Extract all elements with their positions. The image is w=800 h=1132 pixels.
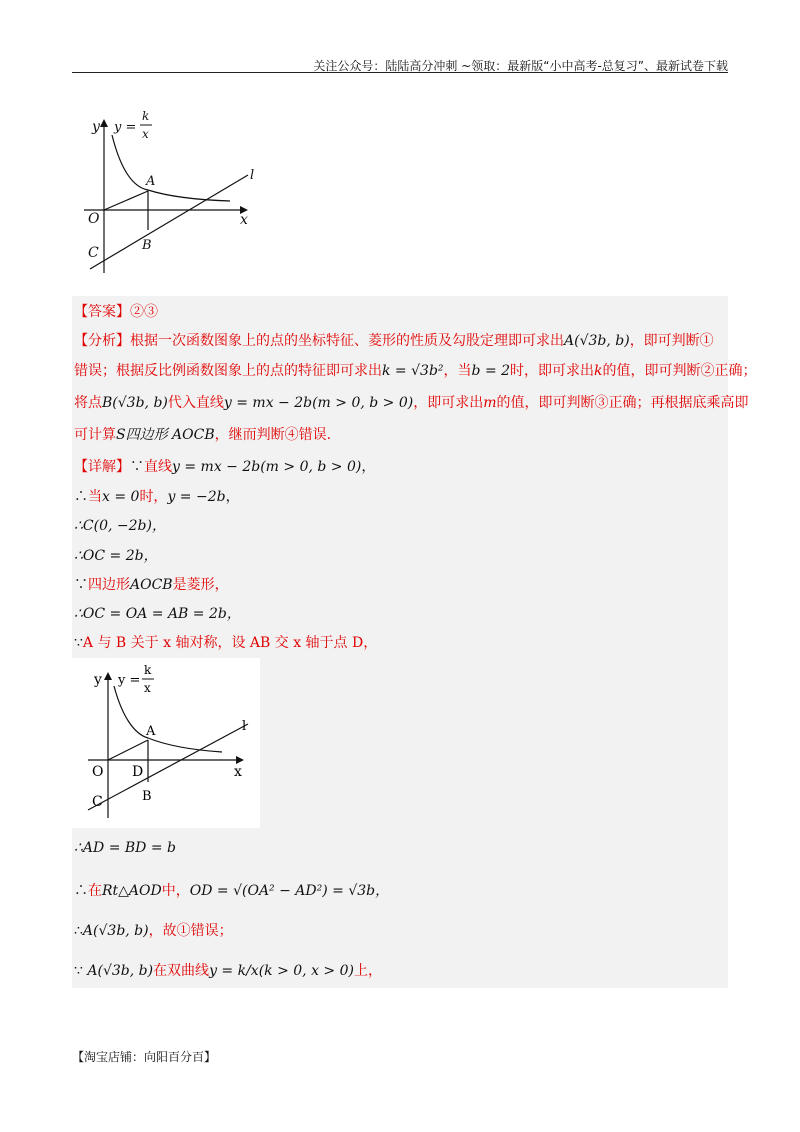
detail-l2-red: 当: [88, 489, 102, 505]
analysis-math-2b: b = 2: [471, 363, 511, 379]
y-axis-arrow: [100, 119, 108, 127]
figure-1: [80, 105, 270, 275]
label-o-2: O: [92, 764, 104, 780]
detail-l1-end: ，: [361, 459, 376, 475]
detail-l9-pre: ∴: [74, 883, 88, 899]
detail-l11-red2: 上，: [353, 963, 382, 979]
label-x-axis: x: [240, 212, 248, 228]
analysis-math-3: B(√3b, b): [102, 395, 168, 411]
line-l: [90, 175, 248, 269]
analysis-text-2a: 错误；根据反比例函数图象上的点的特征即可求出: [74, 363, 382, 379]
detail-l5-red: 四边形: [88, 577, 130, 593]
detail-l5-red2: 是菱形，: [172, 577, 229, 593]
analysis-text-3a: 将点: [74, 395, 102, 411]
analysis-text-2c: 时，即可求出: [510, 363, 595, 379]
detail-line-8: ∴AD = BD = b: [74, 840, 176, 856]
detail-l5-pre: ∵: [74, 577, 88, 593]
detail-line-7: [74, 632, 377, 652]
analysis-math-1: A(√3b, b): [564, 333, 630, 349]
detail-line-6: ∴OC = OA = AB = 2b，: [74, 606, 241, 622]
analysis-m: m: [483, 395, 497, 411]
analysis-text-3c: ，即可求出: [413, 395, 484, 411]
detail-l10-red: ，故①错误；: [148, 923, 233, 939]
detail-line-10: [74, 920, 233, 940]
detail-line-5: [74, 574, 229, 594]
analysis-math-3b: y = mx − 2b(m > 0, b > 0): [223, 395, 414, 411]
x-axis-arrow-2: [236, 756, 244, 764]
detail-l11-pre: ∵: [74, 963, 83, 979]
label-x-frac-2: x: [144, 681, 151, 695]
label-y-axis: y: [92, 119, 100, 135]
hyperbola-curve-2: [114, 686, 222, 752]
segment-oa-2: [108, 740, 148, 760]
analysis-text-3d: 的值，即可判断③正确；再根据底乘高即: [496, 395, 749, 411]
answer-line: 【答案】②③: [74, 304, 158, 320]
figure-2: [72, 658, 260, 828]
figure-2-svg: [72, 658, 260, 828]
label-l-2: l: [242, 719, 247, 734]
label-func-2: y =: [118, 673, 141, 688]
detail-l1-math: y = mx − 2b(m > 0, b > 0): [172, 459, 362, 475]
detail-l9-math: Rt△AOD: [102, 883, 162, 899]
detail-l9-red: 在: [88, 883, 102, 899]
detail-line-3: ∴C(0, −2b)，: [74, 518, 166, 534]
analysis-line-4: [74, 424, 331, 444]
analysis-line-1: [74, 330, 714, 350]
label-l: l: [250, 168, 255, 183]
label-b-2: B: [142, 789, 152, 804]
analysis-line-3: [74, 392, 749, 412]
segment-oa: [104, 191, 148, 210]
detail-line-2: [74, 486, 240, 506]
analysis-math-4: S四边形 AOCB: [116, 427, 215, 443]
detail-l7-red: A 与 B 关于 x 轴对称，设 AB 交 x 轴于点 D，: [82, 635, 378, 651]
hyperbola-curve: [112, 135, 230, 201]
label-x-frac: x: [142, 127, 149, 141]
detail-label: 【详解】: [74, 459, 130, 475]
page-header: 关注公众号：陆陆高分冲刺 ~领取：最新版“小中高考-总复习”、最新试卷下载: [313, 59, 728, 73]
label-k-2: k: [144, 663, 152, 677]
analysis-text-3b: 代入直线: [167, 395, 224, 411]
figure-1-svg: [80, 105, 270, 275]
label-y-axis-2: y: [94, 672, 102, 688]
header-rule: [72, 72, 728, 73]
line-l-2: [88, 724, 248, 810]
label-a-2: A: [146, 724, 156, 739]
detail-l1-red: 直线: [144, 459, 172, 475]
detail-line-1: [74, 456, 375, 476]
label-c-2: C: [92, 794, 103, 810]
analysis-text-1: 根据一次函数图象上的点的坐标特征、菱形的性质及勾股定理即可求出: [130, 333, 564, 349]
label-k: k: [142, 109, 150, 123]
detail-l2-math2: y = −2b: [167, 489, 226, 505]
label-func: y =: [114, 120, 137, 135]
detail-l11-math2: y = k/x(k > 0, x > 0): [209, 963, 354, 979]
analysis-text-1-end: ，即可判断①: [629, 333, 714, 349]
analysis-k: k: [594, 363, 603, 379]
analysis-label: 【分析】: [74, 333, 130, 349]
label-b: B: [142, 238, 152, 253]
detail-l2-end: ，: [225, 489, 240, 505]
detail-l9-math2: OD = √(OA² − AD²) = √3b，: [189, 883, 390, 899]
detail-line-9: [74, 880, 389, 900]
analysis-text-4a: 可计算: [74, 427, 116, 443]
detail-l10-math: A(√3b, b): [82, 923, 149, 939]
detail-l2-pre: ∴: [74, 489, 88, 505]
detail-l2-red2: 时，: [139, 489, 168, 505]
page-footer: 【淘宝店铺：向阳百分百】: [72, 1050, 217, 1064]
label-d-2: D: [132, 764, 144, 780]
detail-l1-pre: ∵: [130, 459, 144, 475]
label-x-axis-2: x: [234, 764, 242, 780]
detail-l7-pre: ∵: [74, 635, 83, 651]
analysis-text-2b: ，当: [443, 363, 472, 379]
analysis-line-2: [74, 360, 757, 380]
detail-l11-red: 在双曲线: [153, 963, 210, 979]
detail-l2-math: x = 0: [102, 489, 140, 505]
analysis-text-2d: 的值，即可判断②正确；: [602, 363, 757, 379]
analysis-text-4b: ，继而判断④错误.: [214, 427, 332, 443]
label-a: A: [146, 174, 156, 189]
detail-line-4: ∴OC = 2b，: [74, 548, 158, 564]
detail-l10-pre: ∴: [74, 923, 83, 939]
analysis-math-2: k = √3b²: [382, 363, 444, 379]
detail-line-11: [74, 960, 382, 980]
label-c: C: [88, 245, 99, 261]
label-o: O: [88, 211, 100, 227]
y-axis-arrow-2: [104, 672, 112, 680]
detail-l5-math: AOCB: [130, 577, 173, 593]
detail-l11-math: A(√3b, b): [87, 963, 154, 979]
detail-l9-red2: 中，: [161, 883, 190, 899]
